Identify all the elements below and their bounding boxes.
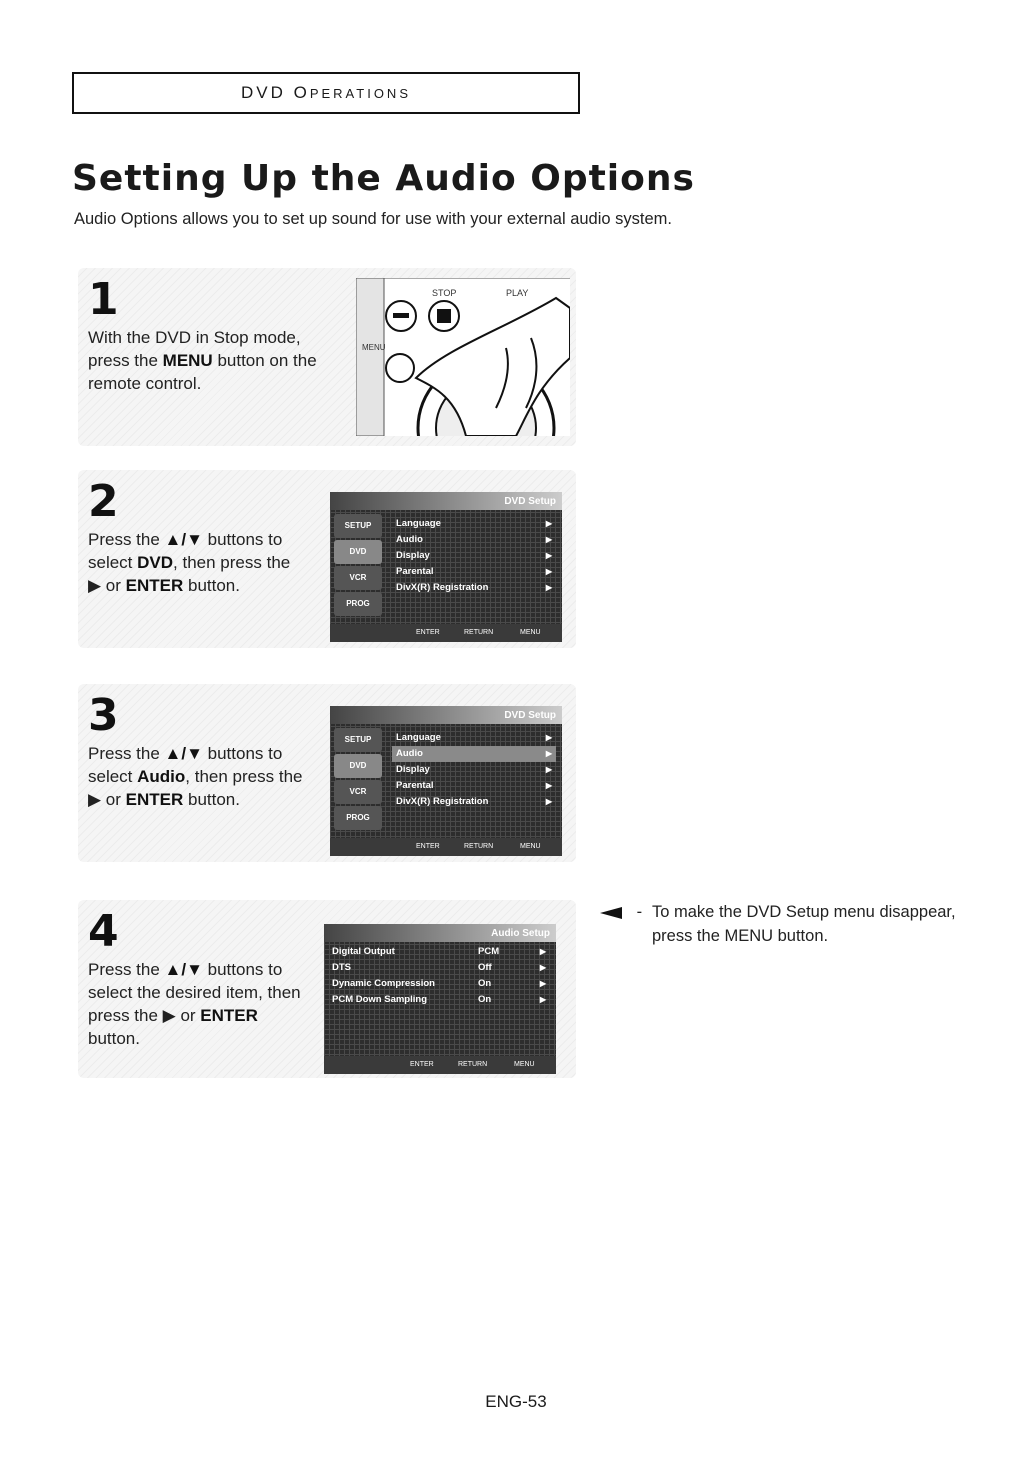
note-arrow-icon <box>600 906 632 920</box>
menu-item-selected: Audio ▶ <box>392 746 556 762</box>
step-line: remote control. <box>88 374 202 393</box>
step-number: 2 <box>88 476 119 527</box>
screen-footer: ENTER RETURN MENU <box>330 838 562 856</box>
section-header-rest: PERATIONS <box>309 85 411 101</box>
side-tab: PROG <box>334 806 382 830</box>
note-text: To make the DVD Setup menu disappear, press the MENU button. <box>652 903 956 945</box>
dvd-setup-screen <box>330 492 562 642</box>
step-line: Press the ▲/▼ buttons to <box>88 744 283 763</box>
side-tab: PROG <box>334 592 382 616</box>
step-line: select Audio, then press the <box>88 767 303 786</box>
svg-text:STOP: STOP <box>432 288 457 298</box>
step-number: 3 <box>88 690 119 741</box>
step-4 <box>78 900 576 1078</box>
screen-title: Audio Setup <box>491 928 550 939</box>
menu-item: DivX(R) Registration ▶ <box>396 582 552 593</box>
side-tab: VCR <box>334 566 382 590</box>
side-tab: SETUP <box>334 728 382 752</box>
step-number: 4 <box>88 906 119 957</box>
menu-item: Display ▶ <box>396 764 552 775</box>
step-instructions <box>88 326 328 395</box>
step-line: select the desired item, then <box>88 983 301 1002</box>
menu-item: DivX(R) Registration ▶ <box>396 796 552 807</box>
section-header <box>72 72 580 114</box>
screen-title: DVD Setup <box>504 710 556 721</box>
svg-text:PLAY: PLAY <box>506 288 529 298</box>
step-line: Press the ▲/▼ buttons to <box>88 530 283 549</box>
step-line: press the ▶ or ENTER <box>88 1006 258 1025</box>
side-tab: DVD <box>334 754 382 778</box>
page-title: Setting Up the Audio Options <box>72 158 695 199</box>
menu-item: Language ▶ <box>396 518 552 529</box>
step-line: press the MENU button on the <box>88 351 317 370</box>
screen-footer: ENTER RETURN MENU <box>330 624 562 642</box>
step-instructions <box>88 742 328 811</box>
note-marker: - <box>600 900 650 924</box>
dvd-setup-screen <box>330 706 562 856</box>
menu-item: Audio ▶ <box>396 534 552 545</box>
audio-option: Dynamic Compression On ▶ <box>332 978 546 989</box>
step-3 <box>78 684 576 862</box>
audio-option: DTS Off ▶ <box>332 962 546 973</box>
side-tab: VCR <box>334 780 382 804</box>
audio-option: PCM Down Sampling On ▶ <box>332 994 546 1005</box>
audio-setup-screen <box>324 924 556 1074</box>
page-number: ENG-53 <box>485 1392 547 1411</box>
step-line: With the DVD in Stop mode, <box>88 328 301 347</box>
menu-item: Language ▶ <box>396 732 552 743</box>
section-header-first: DVD O <box>240 83 310 102</box>
screen-title: DVD Setup <box>504 496 556 507</box>
menu-item: Parental ▶ <box>396 566 552 577</box>
audio-option: Digital Output PCM ▶ <box>332 946 546 957</box>
side-tab: SETUP <box>334 514 382 538</box>
step-instructions <box>88 528 328 597</box>
step-1 <box>78 268 576 446</box>
svg-text:MENU: MENU <box>362 343 386 352</box>
step-line: select DVD, then press the <box>88 553 291 572</box>
step-number: 1 <box>88 274 119 325</box>
step-line: ▶ or ENTER button. <box>88 790 240 809</box>
screen-footer: ENTER RETURN MENU <box>324 1056 556 1074</box>
side-tab: DVD <box>334 540 382 564</box>
step-instructions <box>88 958 328 1050</box>
intro-text: Audio Options allows you to set up sound for use with your external audio system. <box>74 210 672 228</box>
remote-control-illustration <box>356 278 570 436</box>
menu-item: Parental ▶ <box>396 780 552 791</box>
step-line: Press the ▲/▼ buttons to <box>88 960 283 979</box>
remote-hand-icon <box>356 278 570 436</box>
step-line: ▶ or ENTER button. <box>88 576 240 595</box>
step-line: button. <box>88 1029 140 1048</box>
menu-item: Display ▶ <box>396 550 552 561</box>
step-2 <box>78 470 576 648</box>
